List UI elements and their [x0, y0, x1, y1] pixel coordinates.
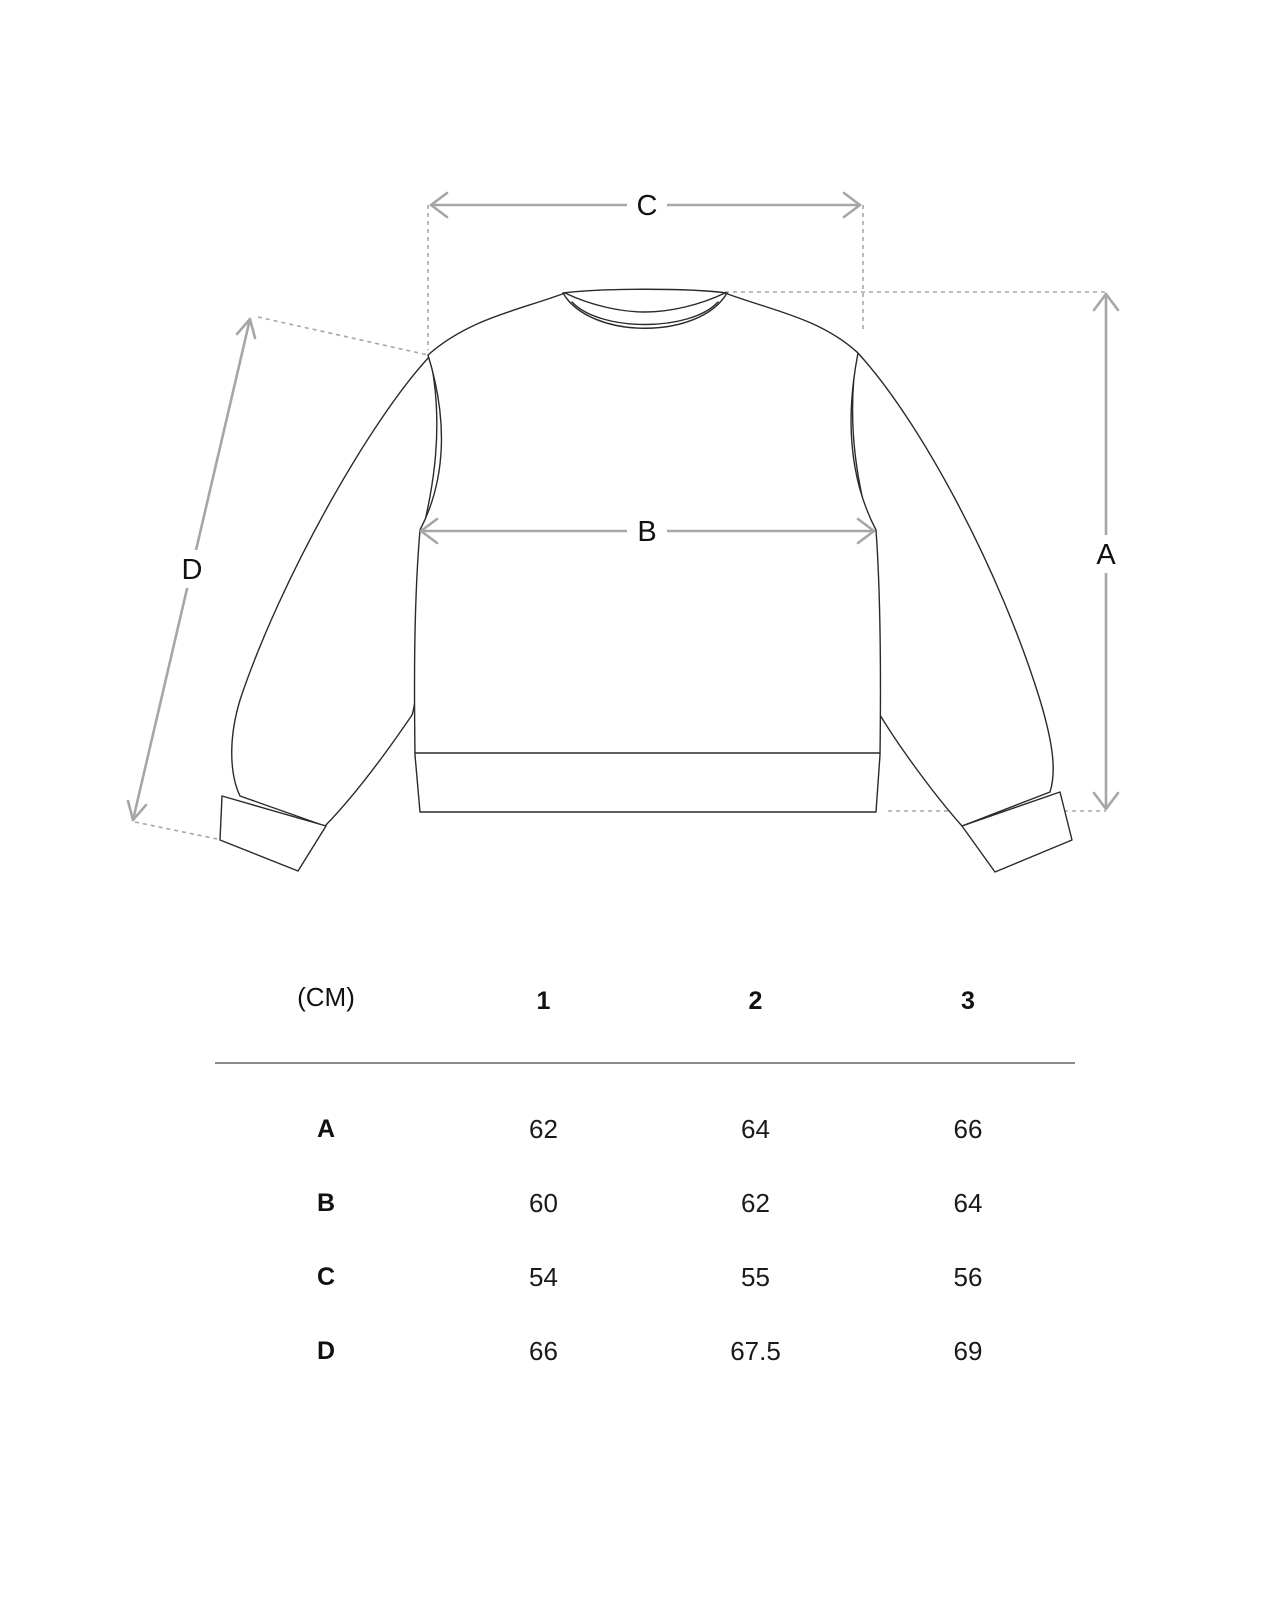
cell-value: 64 [741, 1114, 770, 1144]
row-label-a: A [316, 1115, 336, 1143]
size-header-1: 1 [536, 987, 551, 1015]
size-header-2: 2 [748, 987, 763, 1015]
right-sleeve [853, 352, 1054, 826]
guide-d-top [258, 317, 428, 355]
label-b: B [637, 516, 657, 548]
cell-value: 66 [529, 1336, 558, 1366]
cell-value: 56 [953, 1262, 983, 1292]
row-label-c: C [316, 1263, 336, 1291]
left-sleeve [232, 356, 437, 826]
table-row [215, 1314, 1075, 1388]
cell-value: 54 [529, 1262, 558, 1292]
size-chart-table [215, 980, 1075, 1388]
cell-value: 67.5 [730, 1336, 781, 1366]
cell-value: 60 [529, 1188, 558, 1218]
table-row [215, 1240, 1075, 1314]
label-c: C [636, 190, 658, 222]
cell-value: 69 [953, 1336, 983, 1366]
table-row [215, 1092, 1075, 1166]
cell-value: 62 [741, 1188, 770, 1218]
guide-d-bottom [135, 822, 222, 840]
cell-value: 62 [529, 1114, 558, 1144]
size-header-3: 3 [961, 987, 975, 1015]
collar-top [563, 289, 727, 293]
table-row [215, 1166, 1075, 1240]
row-label-b: B [316, 1189, 336, 1217]
cell-value: 55 [741, 1262, 770, 1292]
label-a: A [1096, 539, 1116, 571]
table-header-row [215, 980, 1075, 1022]
table-divider [215, 1062, 1075, 1064]
sweatshirt-body [415, 293, 881, 812]
label-d: D [181, 554, 203, 586]
cell-value: 64 [953, 1188, 983, 1218]
cell-value: 66 [953, 1114, 983, 1144]
row-label-d: D [316, 1337, 336, 1365]
unit-label: (CM) [297, 982, 355, 1012]
